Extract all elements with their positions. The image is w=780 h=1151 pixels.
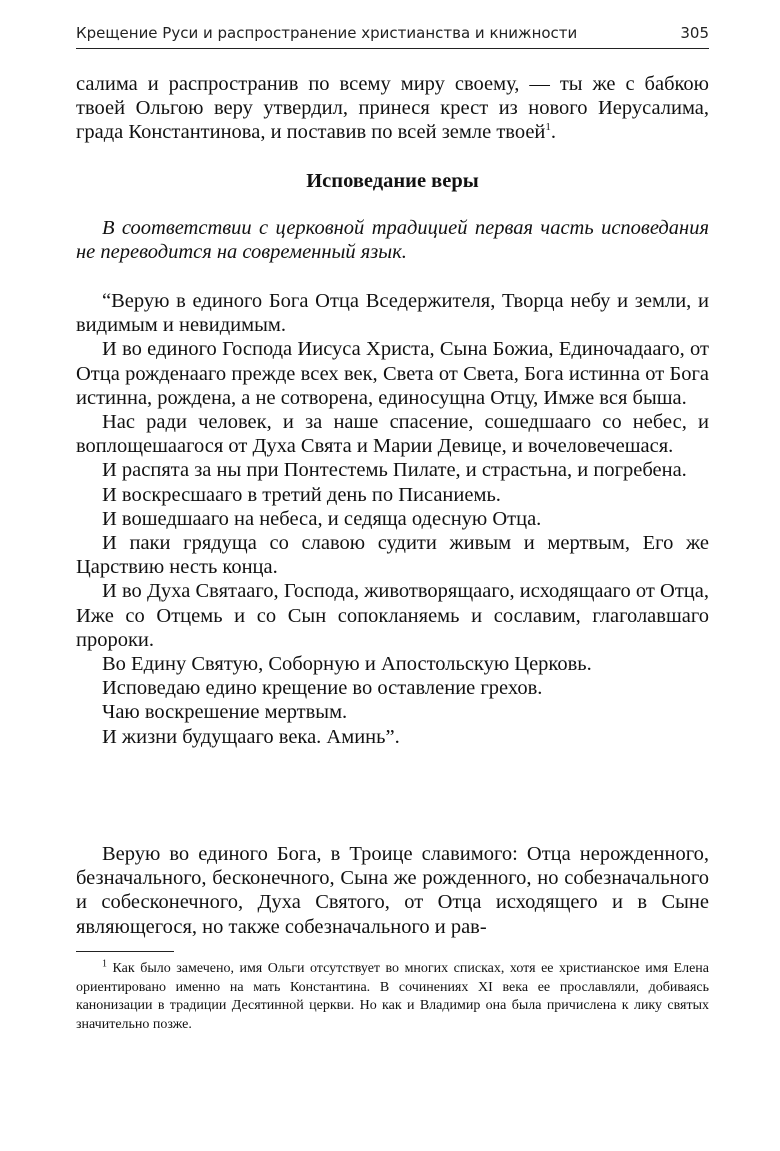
creed-line: И распята за ны при Понтестемь Пилате, и страстьна, и погребена. [102,459,687,482]
running-head-title: Крещение Руси и распространение христианства и книжности [76,24,578,42]
closing-paragraph-text: Верую во единого Бога, в Троице славимого: Отца нерожденного, безначального, бесконечного, Сына же рожденного, но собезначального и собесконечного, Духа Святого, от Отца исходящего и в Сыне являющегося, но также собезначального и рав- [76,843,709,938]
creed-line: “Верую в единого Бога Отца Вседержителя, Творца небу и земли, и видимым и невидимым. [76,290,709,337]
footnote-text: Как было замечено, имя Ольги отсутствует во многих списках, хотя ее христианское имя Елена ориентировано именно на мать Константина. В сочинениях XI века ее прославляли, добиваясь канонизации в традиции Десятинной церкви. Но как и Владимир она была причислена к лику святых значительно позже. [76,961,709,1032]
creed-line: И во единого Господа Иисуса Христа, Сына Божиа, Единочадааго, от Отца рожденаaго прежде всех век, Света от Света, Бога истинна от Бога истинна, рождена, а не сотворена, единосущна Отцу, Имже вся быша. [76,338,709,409]
creed-line: И воскресшааго в третий день по Писаниемь. [102,483,501,506]
footnote-marker: 1 [102,958,107,970]
creed-line: Нас ради человек, и за наше спасение, сошедшааго со небес, и воплощешаагося от Духа Свята и Марии Девице, и вочеловечешася. [76,411,709,458]
opening-paragraph-end: . [550,121,557,144]
section-heading: Исповедание веры [306,170,479,192]
closing-paragraph [76,842,709,939]
page-number: 305 [680,24,709,42]
creed-line: И во Духа Святааго, Господа, животворящааго, исходящааго от Отца, Иже со Отцемь и со Сын сопокланяемь и сославим, глаголавшаго пророки. [76,580,709,651]
creed-line: Исповедаю едино крещение во оставление грехов. [102,677,543,700]
creed-text [76,289,709,749]
footnote-divider [76,951,174,952]
footnote [76,960,709,1034]
editor-note: В соответствии с церковной традицией первая часть исповедания не переводится на современный язык. [76,217,709,264]
creed-line: И паки грядуща со славою судити живым и мертвым, Его же Царствию несть конца. [76,532,709,579]
opening-paragraph [76,72,709,145]
opening-paragraph-text: салима и распространив по всему миру своему, — ты же с бабкою твоей Ольгою веру утвердил, принеся крест из нового Иерусалима, града Константинова, и поставив по всей земле твоей [76,73,709,144]
creed-line: Чаю воскрешение мертвым. [102,701,348,724]
creed-line: Во Едину Святую, Соборную и Апостольскую Церковь. [102,653,592,676]
creed-line: И вошедшааго на небеса, и седяща одесную Отца. [102,507,542,530]
footnote-reference: 1 [545,121,551,134]
creed-line: И жизни будущааго века. Аминь”. [102,725,400,748]
running-head [76,18,709,49]
